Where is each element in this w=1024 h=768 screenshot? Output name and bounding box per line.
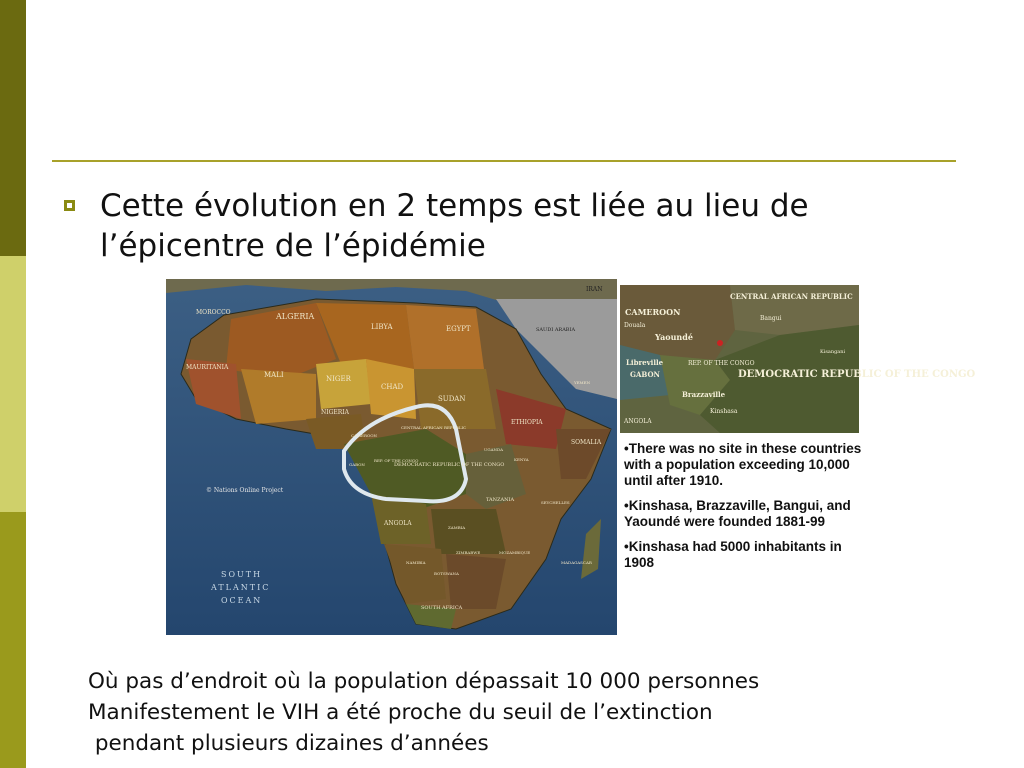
bottom-caption [88,666,759,759]
label-botswana: BOTSWANA [434,571,459,576]
epicenter-dot [717,340,723,346]
caption-line-1: Où pas d’endroit où la population dépassait 10 000 personnes [88,669,760,694]
inset-drc: DEMOCRATIC REPUBLIC OF THE CONGO [738,369,976,380]
caption-line-3: pendant plusieurs dizaines d’années [88,731,489,756]
label-mozambique: MOZAMBIQUE [499,550,531,555]
title-rule [52,160,956,162]
label-uganda: UGANDA [484,447,504,452]
africa-map [166,279,617,635]
inset-bangui: Bangui [760,315,782,322]
map-credit: © Nations Online Project [206,487,284,494]
inset-brazzaville: Brazzaville [682,390,726,399]
inset-douala: Douala [624,322,646,329]
ocean-label: SOUTH ATLANTIC OCEAN [211,570,271,605]
note-1: •There was no site in these countries with a population exceeding 10,000 until after 1910. [624,441,862,488]
label-south-africa: SOUTH AFRICA [421,605,463,611]
label-congo: REP. OF THE CONGO [374,458,419,463]
label-kenya: KENYA [514,457,529,462]
label-angola: ANGOLA [384,520,412,527]
inset-kinshasa: Kinshasa [710,408,738,415]
label-tanzania: TANZANIA [486,497,515,503]
square-bullet-icon [64,200,75,211]
label-ethiopia: ETHIOPIA [511,419,543,426]
label-namibia: NAMIBIA [406,560,426,565]
label-iran: IRAN [586,286,603,293]
side-bar-middle [0,256,26,512]
label-nigeria: NIGERIA [321,409,350,416]
inset-car: CENTRAL AFRICAN REPUBLIC [730,292,853,301]
label-egypt: EGYPT [446,325,471,333]
label-sudan: SUDAN [438,395,466,403]
inset-cameroon: CAMEROON [625,307,681,317]
inset-libreville: Libreville [626,358,664,367]
map-notes [624,441,864,580]
side-bar-bottom [0,512,26,768]
label-cameroon: CAMEROON [351,433,378,438]
note-3: •Kinshasa had 5000 inhabitants in 1908 [624,539,842,570]
label-car: CENTRAL AFRICAN REPUBLIC [401,425,467,430]
label-morocco: MOROCCO [196,309,231,316]
label-gabon: GABON [349,462,365,467]
label-mauritania: MAURITANIA [186,364,229,371]
label-chad: CHAD [381,383,404,391]
inset-gabon: GABON [630,370,660,379]
inset-angola: ANGOLA [624,418,652,425]
inset-kisangani: Kisangani [820,349,846,355]
side-bar-top [0,0,26,256]
label-zimbabwe: ZIMBABWE [456,550,481,555]
label-seychelles: SEYCHELLES [541,500,570,505]
label-niger: NIGER [326,375,351,383]
label-drc: DEMOCRATIC REPUBLIC OF THE CONGO [394,462,505,468]
label-yemen: YEMEN [574,380,591,385]
inset-congo: REP. OF THE CONGO [688,360,755,367]
bullet-text: Cette évolution en 2 temps est liée au lieu de l’épicentre de l’épidémie [100,188,809,264]
inset-map [620,285,976,433]
inset-yaounde: Yaoundé [655,332,693,342]
label-somalia: SOMALIA [571,439,602,446]
label-libya: LIBYA [371,323,393,331]
label-mali: MALI [264,371,284,379]
label-algeria: ALGERIA [276,312,315,321]
label-madagascar: MADAGASCAR [561,560,592,565]
label-saudi: SAUDI ARABIA [536,327,576,333]
note-2: •Kinshasa, Brazzaville, Bangui, and Yaoundé were founded 1881-99 [624,498,851,529]
label-zambia: ZAMBIA [448,525,466,530]
caption-line-2: Manifestement le VIH a été proche du seuil de l’extinction [88,700,713,725]
